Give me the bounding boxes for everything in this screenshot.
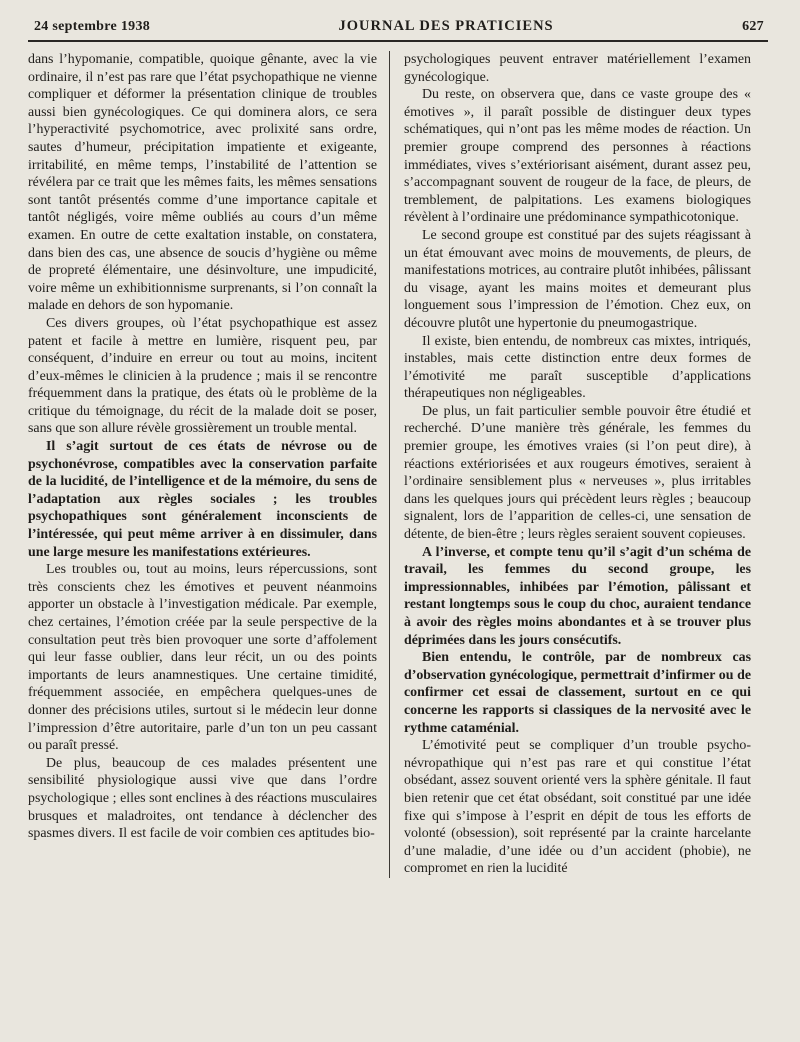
paragraph: De plus, beaucoup de ces malades présentent une sensibilité physiologique aussi vive que dans l’ordre psychologique ; elles sont enclines à des réactions musculaires brusques et maladroites, ont tendance à déclencher des spasmes divers. Il est facile de voir combien ces aptitudes bio- (28, 755, 377, 842)
paragraph: Ces divers groupes, où l’état psychopathique est assez patent et facile à mettre en lumière, risquent peu, par conséquent, d’induire en erreur ou tout au moins, incitent d’eux-mêmes le clinicien à la prudence ; mais il se rencontre fréquemment dans la pratique, des états où le problème de la critique du témoignage, du récit de la malade doit se poser, sans que son allure révèle grossièrement un trouble mental. (28, 315, 377, 437)
issue-date: 24 septembre 1938 (34, 19, 151, 34)
page-number: 627 (742, 19, 764, 34)
paragraph: Le second groupe est constitué par des sujets réagissant à un état émouvant avec moins de mouvements, de pleurs, de manifestations motrices, au contraire plutôt inhibées, pâlissant du visage, ayant les mains moites et demeurant plus longuement sous l’impression de l’émotion. Chez eux, on découvre plutôt une hypertonie du pneumogastrique. (404, 227, 751, 331)
right-column (394, 51, 751, 878)
paragraph: De plus, un fait particulier semble pouvoir être étudié et recherché. D’une manière très générale, les femmes du premier groupe, les émotives vraies (si l’on peut dire), à réactions extériorisées et aux rougeurs émotives, seraient à l’ordinaire sensiblement plus « nerveuses », plus irritables dans les quelques jours qui précèdent leurs règles ; beaucoup signalent, lors de l’apparition de celles-ci, une sensation de détente, de bien-être ; leurs règles seraient souvent copieuses. (404, 403, 751, 543)
paragraph: A l’inverse, et compte tenu qu’il s’agit d’un schéma de travail, les femmes du second groupe, les impressionnables, inhibées par l’émotion, pâlissant et restant longtemps sous le coup du choc, auraient tendance à avoir des règles moins abondantes et à se trouver plus déprimées dans les jours consécutifs. (404, 544, 751, 648)
running-header (28, 18, 768, 42)
column-rule (389, 51, 390, 878)
paragraph: Du reste, on observera que, dans ce vaste groupe des « émotives », il paraît possible de distinguer deux types schématiques, qui n’ont pas les même modes de réaction. Un premier groupe comprend des personnes à réactions immédiates, vives s’extériorisant aisément, durant assez peu, s’accompagnant souvent de rougeur de la face, de pleurs, de tremblement, de palpitations. Les examens biologiques révèlent à l’ordinaire une prédominance sympathicotonique. (404, 87, 751, 226)
journal-title: JOURNAL DES PRATICIENS (338, 18, 554, 34)
two-column-body (28, 51, 768, 878)
paragraph: Il s’agit surtout de ces états de névrose ou de psychonévrose, compatibles avec la conservation parfaite de la lucidité, de l’intelligence et de la mémoire, du sens de l’adaptation aux règles sociales ; les troubles psychopathiques sont généralement inconscients de l’intéressée, qui peut même arriver à en dissimuler, dans une large mesure les manifestations extérieures. (28, 439, 377, 560)
left-column (28, 51, 385, 878)
paragraph: dans l’hypomanie, compatible, quoique gênante, avec la vie ordinaire, il n’est pas rare que l’état psychopathique ne vienne compliquer et déformer la présentation clinique de troubles aussi bien gynécologiques. Ce qui dominera alors, ce sera l’hyperactivité psychomotrice, avec prolixité sans ordre, sautes d’humeur, précipitation impatiente et exigeante, irritabilité, en même temps, l’instabilité de l’attention se révélera par ce trait que les mêmes faits, les mêmes sensations sont tantôt présentés comme d’une importance capitale et tantôt négligés, voire même oubliés au cours d’un même examen. En outre de cette exaltation instable, on constatera, dans bien des cas, une absence de soucis d’hygiène ou même de propreté élémentaire, une désinvolture, une impudicité, voire même un exhibitionnisme surprenants, si l’on connaît la malade en dehors de son hypomanie. (28, 52, 377, 314)
paragraph: L’émotivité peut se compliquer d’un trouble psycho-névropathique qui n’est pas rare et qui constitue l’état obsédant, assez souvent orienté vers la sphère génitale. Il faut bien retenir que cet état obsédant, soit constitué par une idée fixe qui s’impose à l’esprit en dépit de tous les efforts de volonté (obsession), soit représenté par la crainte harcelante d’une maladie, d’une idée ou d’un accident (phobie), ne compromet en rien la lucidité (404, 738, 751, 877)
paragraph: Bien entendu, le contrôle, par de nombreux cas d’observation gynécologique, permettrait d’infirmer ou de confirmer cet essai de classement, surtout en ce qui concerne les rapports si classiques de la nervosité avec le rythme cataménial. (404, 650, 751, 736)
paragraph: Il existe, bien entendu, de nombreux cas mixtes, intriqués, instables, mais cette distinction entre deux formes de l’émotivité me paraît susceptible d’applications thérapeutiques non négligeables. (404, 333, 751, 402)
paragraph: psychologiques peuvent entraver matériellement l’examen gynécologique. (404, 52, 751, 85)
paragraph: Les troubles ou, tout au moins, leurs répercussions, sont très conscients chez les émotives et peuvent néanmoins apporter un obstacle à l’investigation médicale. Par exemple, chez certaines, l’émotion créée par la seule perspective de la consultation peut très bien provoquer une sorte d’affolement qui leur fasse oublier, dans leur récit, un ou des points importants de leurs anamnestiques. Une certaine timidité, fréquemment associée, en empêchera quelques-unes de donner des précisions utiles, surtout si le médecin leur donne l’impression d’être autoritaire, parle d’un ton un peu cassant ou paraît pressé. (28, 562, 377, 754)
